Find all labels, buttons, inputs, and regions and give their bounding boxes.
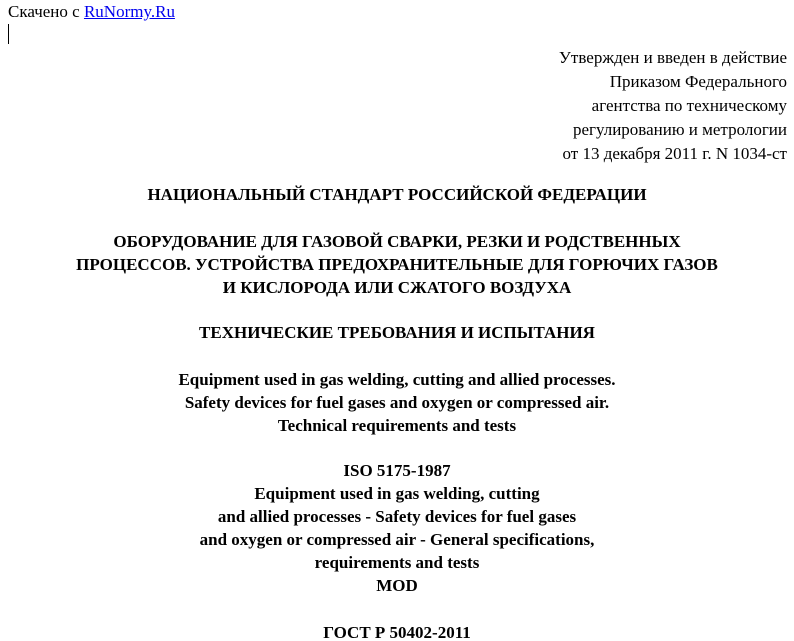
title-ru-line: И КИСЛОРОДА ИЛИ СЖАТОГО ВОЗДУХА — [222, 278, 572, 297]
iso-line: requirements and tests — [314, 553, 480, 572]
iso-code: ISO 5175-1987 — [343, 461, 451, 480]
approval-line: регулированию и метрологии — [572, 120, 787, 139]
title-en — [0, 368, 794, 437]
subtitle-ru-text: ТЕХНИЧЕСКИЕ ТРЕБОВАНИЯ И ИСПЫТАНИЯ — [199, 323, 595, 342]
iso-line: Equipment used in gas welding, cutting — [254, 484, 540, 503]
approval-line: Приказом Федерального — [609, 72, 787, 91]
approval-block — [559, 46, 787, 166]
iso-line: and allied processes - Safety devices for fuel gases — [217, 507, 577, 526]
title-en-line: Equipment used in gas welding, cutting and allied processes. — [178, 370, 616, 389]
gost-code-text: ГОСТ Р 50402-2011 — [323, 623, 471, 641]
iso-line: and oxygen or compressed air - General specifications, — [199, 530, 595, 549]
text-cursor — [8, 24, 9, 44]
title-ru-line: ПРОЦЕССОВ. УСТРОЙСТВА ПРЕДОХРАНИТЕЛЬНЫЕ ДЛЯ ГОРЮЧИХ ГАЗОВ — [76, 255, 718, 274]
source-link[interactable]: RuNormy.Ru — [83, 2, 175, 21]
iso-mod: MOD — [376, 576, 418, 595]
national-standard-heading — [0, 183, 794, 206]
title-ru — [0, 230, 794, 299]
subtitle-ru — [0, 321, 794, 344]
title-en-line: Safety devices for fuel gases and oxygen or compressed air. — [184, 393, 610, 412]
approval-line: Утвержден и введен в действие — [558, 48, 787, 67]
source-prefix: Скачено с — [8, 2, 84, 21]
title-ru-line: ОБОРУДОВАНИЕ ДЛЯ ГАЗОВОЙ СВАРКИ, РЕЗКИ И РОДСТВЕННЫХ — [113, 232, 681, 251]
gost-code — [0, 621, 794, 641]
approval-line: от 13 декабря 2011 г. N 1034-ст — [562, 144, 787, 163]
iso-reference — [0, 459, 794, 597]
source-note — [8, 2, 175, 22]
approval-line: агентства по техническому — [591, 96, 787, 115]
national-standard-text: НАЦИОНАЛЬНЫЙ СТАНДАРТ РОССИЙСКОЙ ФЕДЕРАЦИИ — [147, 185, 647, 204]
title-en-line: Technical requirements and tests — [277, 416, 517, 435]
